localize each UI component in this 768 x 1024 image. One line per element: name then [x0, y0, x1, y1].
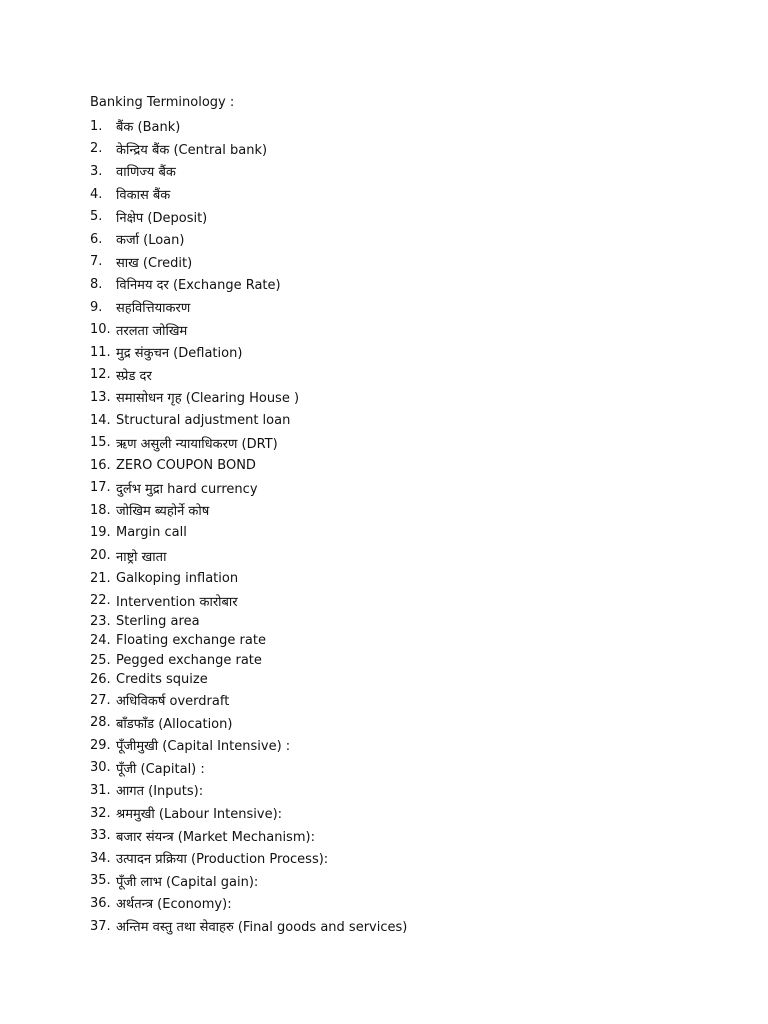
list-item-text: बैंक (Bank): [116, 120, 181, 136]
list-item-text: Galkoping inflation: [116, 570, 239, 586]
list-item: [90, 341, 730, 364]
list-item: [90, 273, 730, 296]
list-item-number: 24.: [90, 633, 111, 649]
list-item: [90, 454, 730, 477]
list-item-number: 27.: [90, 692, 111, 708]
list-item: [90, 824, 730, 847]
list-item-number: 28.: [90, 715, 111, 731]
list-item-text: निक्षेप (Deposit): [116, 210, 208, 226]
list-item-text: Margin call: [116, 525, 187, 541]
list-item-number: 34.: [90, 850, 111, 866]
list-item-text: अर्थतन्त्र (Economy):: [116, 897, 232, 913]
list-item-text: आगत (Inputs):: [116, 784, 204, 800]
list-item: [90, 431, 730, 454]
list-item: [90, 802, 730, 825]
list-item-number: 36.: [90, 895, 111, 911]
list-item-number: 5.: [90, 209, 103, 225]
list-item: [90, 386, 730, 409]
list-item-text: नाष्ट्रो खाता: [116, 549, 167, 565]
list-item: [90, 477, 730, 500]
list-item-number: 32.: [90, 805, 111, 821]
list-item-text: Structural adjustment loan: [116, 412, 291, 428]
list-item-text: समासोधन गृह (Clearing House ): [116, 391, 300, 407]
list-item: [90, 612, 730, 631]
list-item: [90, 567, 730, 590]
list-item-number: 4.: [90, 186, 103, 202]
list-item-number: 1.: [90, 118, 103, 134]
list-item-text: पूँजी (Capital) :: [116, 761, 205, 777]
list-item-number: 35.: [90, 873, 111, 889]
list-item-number: 23.: [90, 614, 111, 630]
list-item-number: 19.: [90, 525, 111, 541]
list-item: [90, 544, 730, 567]
list-item-text: वाणिज्य बैंक: [116, 165, 176, 181]
list-item: [90, 711, 730, 734]
list-item-text: विकास बैंक: [116, 188, 171, 204]
list-item-number: 25.: [90, 652, 111, 668]
list-item: [90, 779, 730, 802]
list-item-text: केन्द्रिय बैंक (Central bank): [116, 142, 268, 158]
list-item: [90, 409, 730, 432]
list-item-text: Credits squize: [116, 671, 208, 687]
list-item-number: 13.: [90, 389, 111, 405]
list-item-text: साख (Credit): [116, 255, 193, 271]
list-item: [90, 631, 730, 650]
list-item: [90, 228, 730, 251]
list-item-text: Floating exchange rate: [116, 633, 266, 649]
list-item: [90, 296, 730, 319]
list-item: [90, 870, 730, 893]
list-item-number: 33.: [90, 828, 111, 844]
list-item: [90, 115, 730, 138]
list-item: [90, 499, 730, 522]
list-item-number: 11.: [90, 344, 111, 360]
list-item: [90, 757, 730, 780]
list-item: [90, 364, 730, 387]
list-item-number: 20.: [90, 548, 111, 564]
document-page: [90, 94, 730, 937]
list-item-number: 8.: [90, 276, 103, 292]
list-item-number: 18.: [90, 502, 111, 518]
list-item-text: सहवित्तियाकरण: [116, 301, 191, 317]
list-item-text: Pegged exchange rate: [116, 652, 262, 668]
list-item-number: 26.: [90, 671, 111, 687]
list-item-text: बजार संयन्त्र (Market Mechanism):: [116, 829, 315, 845]
list-item-text: ZERO COUPON BOND: [116, 457, 256, 473]
list-item-number: 16.: [90, 457, 111, 473]
list-item-number: 22.: [90, 593, 111, 609]
list-item: [90, 205, 730, 228]
list-item: [90, 589, 730, 612]
list-item-number: 10.: [90, 322, 111, 338]
list-item-text: ऋण असुली न्यायाधिकरण (DRT): [116, 436, 278, 452]
list-item-number: 12.: [90, 367, 111, 383]
list-item-number: 9.: [90, 299, 103, 315]
list-item-number: 30.: [90, 760, 111, 776]
list-item-text: अन्तिम वस्तु तथा सेवाहरु (Final goods and services): [116, 920, 408, 936]
list-item-text: दुर्लभ मुद्रा hard currency: [116, 481, 258, 497]
list-item-text: स्प्रेड दर: [116, 368, 152, 384]
list-item-text: श्रममुखी (Labour Intensive):: [116, 807, 283, 823]
terminology-list: [90, 115, 730, 937]
list-item-text: पूँजी लाभ (Capital gain):: [116, 874, 259, 890]
list-item: [90, 251, 730, 274]
list-item: [90, 160, 730, 183]
list-item-text: पूँजीमुखी (Capital Intensive) :: [116, 739, 291, 755]
list-item-number: 15.: [90, 435, 111, 451]
list-item-text: अधिविकर्ष overdraft: [116, 694, 230, 710]
list-item-number: 3.: [90, 163, 103, 179]
list-item: [90, 670, 730, 689]
list-item-text: तरलता जोखिम: [116, 323, 188, 339]
list-item: [90, 183, 730, 206]
list-item-number: 29.: [90, 737, 111, 753]
list-item: [90, 318, 730, 341]
list-item-text: मुद्र संकुचन (Deflation): [116, 346, 243, 362]
list-item-number: 6.: [90, 231, 103, 247]
list-item: [90, 847, 730, 870]
list-item: [90, 915, 730, 938]
list-item: [90, 650, 730, 669]
list-item: [90, 138, 730, 161]
list-item-text: बाँडफाँड (Allocation): [116, 716, 233, 732]
list-item-text: कर्जा (Loan): [116, 233, 185, 249]
list-item: [90, 734, 730, 757]
list-item-number: 21.: [90, 570, 111, 586]
list-item-text: Sterling area: [116, 614, 200, 630]
list-item: [90, 689, 730, 712]
list-item-number: 2.: [90, 141, 103, 157]
list-item-number: 37.: [90, 918, 111, 934]
list-item-number: 14.: [90, 412, 111, 428]
list-item-text: Intervention कारोबार: [116, 594, 238, 610]
list-item-number: 7.: [90, 254, 103, 270]
list-item-text: जोखिम ब्यहोर्ने कोष: [116, 504, 210, 520]
document-heading: Banking Terminology :: [90, 95, 235, 110]
list-item-text: उत्पादन प्रक्रिया (Production Process):: [116, 852, 329, 868]
list-item-number: 31.: [90, 782, 111, 798]
list-item-text: विनिमय दर (Exchange Rate): [116, 278, 281, 294]
list-item: [90, 892, 730, 915]
list-item: [90, 522, 730, 545]
list-item-number: 17.: [90, 480, 111, 496]
